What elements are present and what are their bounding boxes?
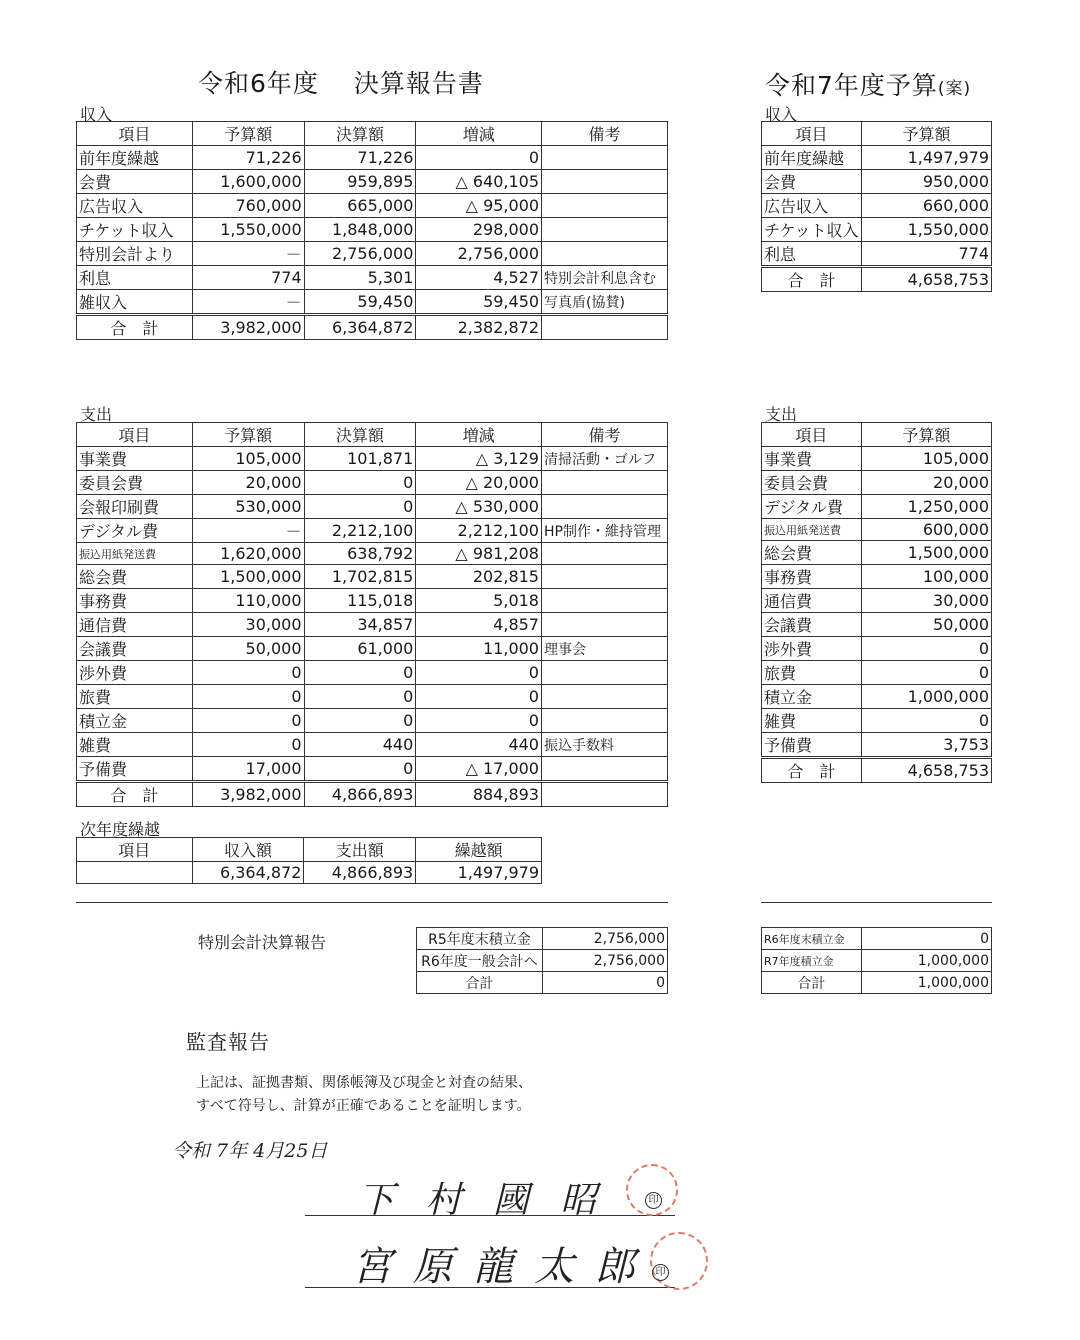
budget-expense-header-amount: 予算額	[861, 423, 991, 447]
income-row	[77, 146, 668, 170]
income-cell-budget: 3,982,000	[192, 315, 304, 340]
budget-expense-cell-amount: 0	[861, 709, 991, 733]
expense-row	[77, 613, 668, 637]
expense-cell-actual: 4,866,893	[304, 782, 416, 807]
expense-cell-diff: 0	[416, 709, 542, 733]
expense-cell-budget: 3,982,000	[192, 782, 304, 807]
budget-income-header-item: 項目	[762, 122, 862, 146]
expense-cell-budget: 105,000	[192, 447, 304, 471]
income-header-note: 備考	[542, 122, 668, 146]
audit-date: 令和 7年 4月25日	[172, 1140, 328, 1162]
expense-cell-budget: 50,000	[192, 637, 304, 661]
expense-row	[77, 757, 668, 782]
budget-income-cell-item: 利息	[762, 242, 862, 267]
expense-cell-note: HP制作・維持管理	[541, 519, 667, 543]
budget-expense-cell-item: 通信費	[762, 589, 862, 613]
budget-title-suffix: (案)	[937, 79, 972, 99]
expense-header-diff: 増減	[416, 423, 542, 447]
income-cell-item: チケット収入	[77, 218, 193, 242]
budget-income-cell-item: 前年度繰越	[762, 146, 862, 170]
expense-cell-diff: 2,212,100	[416, 519, 542, 543]
income-cell-item: 広告収入	[77, 194, 193, 218]
income-table	[76, 121, 668, 340]
budget-expense-cell-item: 予備費	[762, 733, 862, 758]
expense-table-body	[77, 423, 668, 807]
budget-income-cell-item: 合 計	[762, 267, 862, 292]
income-cell-diff: 2,382,872	[416, 315, 542, 340]
budget-expense-cell-amount: 20,000	[861, 471, 991, 495]
budget-expense-cell-item: 委員会費	[762, 471, 862, 495]
expense-header-actual: 決算額	[304, 423, 416, 447]
carry-header-expense: 支出額	[304, 838, 416, 862]
budget-income-row	[762, 242, 992, 267]
expense-cell-item: 会報印刷費	[77, 495, 193, 519]
special-left-cell-amount: 0	[542, 972, 667, 994]
income-cell-note	[542, 218, 668, 242]
expense-cell-actual: 0	[304, 757, 416, 782]
budget-expense-row	[762, 733, 992, 758]
carry-header-income: 収入額	[192, 838, 304, 862]
budget-expense-cell-amount: 600,000	[861, 519, 991, 541]
expense-cell-note	[541, 685, 667, 709]
income-cell-note	[542, 194, 668, 218]
seal-mark-2: 印	[652, 1264, 669, 1281]
income-cell-actual: 959,895	[304, 170, 416, 194]
budget-expense-header-row	[762, 423, 992, 447]
expense-table	[76, 422, 668, 807]
budget-expense-cell-amount: 105,000	[861, 447, 991, 471]
carry-row	[77, 862, 542, 884]
special-left-row	[417, 928, 668, 950]
budget-expense-cell-item: 振込用紙発送費	[762, 519, 862, 541]
income-cell-item: 合 計	[77, 315, 193, 340]
budget-income-row	[762, 146, 992, 170]
budget-income-table	[761, 121, 992, 292]
income-cell-actual: 2,756,000	[304, 242, 416, 266]
income-cell-actual: 665,000	[304, 194, 416, 218]
budget-expense-header-item: 項目	[762, 423, 862, 447]
expense-cell-budget: 1,500,000	[192, 565, 304, 589]
carry-header-row	[77, 838, 542, 862]
income-cell-budget: －	[192, 290, 304, 315]
budget-expense-cell-amount: 0	[861, 637, 991, 661]
budget-expense-row	[762, 637, 992, 661]
expense-cell-item: 雑費	[77, 733, 193, 757]
budget-expense-cell-amount: 0	[861, 661, 991, 685]
income-cell-item: 会費	[77, 170, 193, 194]
expense-cell-item: 事業費	[77, 447, 193, 471]
budget-expense-cell-item: 積立金	[762, 685, 862, 709]
expense-cell-budget: －	[192, 519, 304, 543]
budget-expense-cell-amount: 4,658,753	[861, 758, 991, 783]
expense-cell-budget: 17,000	[192, 757, 304, 782]
budget-expense-cell-amount: 1,250,000	[861, 495, 991, 519]
budget-income-cell-item: 広告収入	[762, 194, 862, 218]
income-cell-actual: 6,364,872	[304, 315, 416, 340]
expense-cell-note	[541, 565, 667, 589]
expense-cell-item: 積立金	[77, 709, 193, 733]
budget-income-row	[762, 194, 992, 218]
income-cell-diff: △ 640,105	[416, 170, 542, 194]
income-cell-item: 前年度繰越	[77, 146, 193, 170]
expense-header-note: 備考	[541, 423, 667, 447]
expense-cell-budget: 0	[192, 685, 304, 709]
budget-expense-cell-amount: 1,500,000	[861, 541, 991, 565]
income-cell-note	[542, 242, 668, 266]
income-total-row	[77, 315, 668, 340]
expense-cell-item: 予備費	[77, 757, 193, 782]
income-cell-actual: 59,450	[304, 290, 416, 315]
budget-expense-cell-item: 雑費	[762, 709, 862, 733]
budget-expense-row	[762, 541, 992, 565]
special-left-table	[416, 927, 668, 994]
budget-title-main: 令和7年度予算	[765, 71, 938, 100]
expense-cell-diff: △ 20,000	[416, 471, 542, 495]
income-header-item: 項目	[77, 122, 193, 146]
special-right-row	[762, 972, 992, 994]
expense-cell-note: 清掃活動・ゴルフ	[541, 447, 667, 471]
income-row	[77, 242, 668, 266]
budget-income-table-body	[762, 122, 992, 292]
budget-income-total-row	[762, 267, 992, 292]
expense-row	[77, 589, 668, 613]
special-right-cell-item: R7年度積立金	[762, 950, 862, 972]
income-cell-budget: －	[192, 242, 304, 266]
expense-cell-diff: 202,815	[416, 565, 542, 589]
income-cell-item: 利息	[77, 266, 193, 290]
expense-cell-budget: 0	[192, 733, 304, 757]
signature-line-2	[305, 1287, 675, 1288]
budget-title	[765, 66, 971, 102]
expense-cell-budget: 110,000	[192, 589, 304, 613]
expense-cell-note	[541, 757, 667, 782]
expense-cell-actual: 2,212,100	[304, 519, 416, 543]
special-right-cell-amount: 1,000,000	[861, 972, 991, 994]
expense-cell-note	[541, 589, 667, 613]
budget-expense-row	[762, 565, 992, 589]
expense-row	[77, 685, 668, 709]
red-seal-2	[650, 1232, 708, 1290]
budget-expense-total-row	[762, 758, 992, 783]
expense-cell-item: 委員会費	[77, 471, 193, 495]
carry-header-item: 項目	[77, 838, 193, 862]
income-cell-diff: 298,000	[416, 218, 542, 242]
expense-label: 支出	[80, 405, 113, 424]
budget-income-cell-amount: 1,550,000	[861, 218, 991, 242]
income-cell-diff: △ 95,000	[416, 194, 542, 218]
expense-cell-actual: 0	[304, 495, 416, 519]
budget-expense-table	[761, 422, 992, 783]
expense-cell-note	[541, 782, 667, 807]
expense-cell-actual: 1,702,815	[304, 565, 416, 589]
income-cell-diff: 4,527	[416, 266, 542, 290]
expense-row	[77, 471, 668, 495]
expense-cell-budget: 0	[192, 661, 304, 685]
budget-income-row	[762, 170, 992, 194]
income-cell-note: 写真盾(協賛)	[542, 290, 668, 315]
income-cell-actual: 71,226	[304, 146, 416, 170]
budget-expense-cell-amount: 3,753	[861, 733, 991, 758]
expense-cell-diff: △ 981,208	[416, 543, 542, 565]
expense-cell-diff: 440	[416, 733, 542, 757]
special-left-cell-amount: 2,756,000	[542, 928, 667, 950]
income-row	[77, 290, 668, 315]
budget-expense-row	[762, 661, 992, 685]
budget-expense-cell-amount: 100,000	[861, 565, 991, 589]
expense-cell-actual: 101,871	[304, 447, 416, 471]
income-cell-diff: 2,756,000	[416, 242, 542, 266]
special-right-row	[762, 928, 992, 950]
budget-income-row	[762, 218, 992, 242]
expense-row	[77, 637, 668, 661]
expense-header-budget: 予算額	[192, 423, 304, 447]
special-right-cell-amount: 1,000,000	[861, 950, 991, 972]
expense-cell-actual: 0	[304, 709, 416, 733]
special-right-row	[762, 950, 992, 972]
income-cell-actual: 1,848,000	[304, 218, 416, 242]
budget-expense-cell-item: 渉外費	[762, 637, 862, 661]
expense-cell-note	[541, 661, 667, 685]
budget-expense-row	[762, 471, 992, 495]
expense-cell-budget: 1,620,000	[192, 543, 304, 565]
budget-expense-row	[762, 709, 992, 733]
budget-expense-cell-item: 事業費	[762, 447, 862, 471]
income-cell-budget: 774	[192, 266, 304, 290]
budget-expense-cell-item: 総会費	[762, 541, 862, 565]
budget-income-label: 収入	[765, 105, 798, 124]
expense-cell-note	[541, 709, 667, 733]
expense-cell-note: 振込手数料	[541, 733, 667, 757]
expense-row	[77, 661, 668, 685]
special-right-body	[762, 928, 992, 994]
budget-expense-cell-amount: 1,000,000	[861, 685, 991, 709]
income-header-row	[77, 122, 668, 146]
expense-header-item: 項目	[77, 423, 193, 447]
special-right-cell-amount: 0	[861, 928, 991, 950]
income-cell-note	[542, 146, 668, 170]
budget-expense-cell-item: 事務費	[762, 565, 862, 589]
expense-cell-diff: 5,018	[416, 589, 542, 613]
special-left-cell-item: 合計	[417, 972, 543, 994]
budget-income-cell-amount: 4,658,753	[861, 267, 991, 292]
income-label: 収入	[80, 105, 113, 124]
budget-income-cell-amount: 950,000	[861, 170, 991, 194]
budget-expense-cell-item: 合 計	[762, 758, 862, 783]
expense-cell-item: 総会費	[77, 565, 193, 589]
income-cell-budget: 71,226	[192, 146, 304, 170]
income-cell-note	[542, 315, 668, 340]
carry-amount: 1,497,979	[416, 862, 542, 884]
income-table-body	[77, 122, 668, 340]
special-label: 特別会計決算報告	[198, 933, 327, 952]
expense-cell-actual: 0	[304, 661, 416, 685]
expense-cell-item: 振込用紙発送費	[77, 543, 193, 565]
budget-income-header-row	[762, 122, 992, 146]
audit-line-2: すべて符号し、計算が正確であることを証明します。	[196, 1098, 531, 1114]
expense-row	[77, 495, 668, 519]
signature-2: 宮 原 龍 太 郎	[352, 1244, 639, 1290]
budget-expense-label: 支出	[765, 405, 798, 424]
special-right-cell-item: R6年度末積立金	[762, 928, 862, 950]
expense-row	[77, 709, 668, 733]
income-row	[77, 194, 668, 218]
special-left-row	[417, 950, 668, 972]
expense-cell-item: 合 計	[77, 782, 193, 807]
budget-expense-row	[762, 447, 992, 471]
budget-income-cell-amount: 1,497,979	[861, 146, 991, 170]
expense-cell-budget: 530,000	[192, 495, 304, 519]
budget-income-cell-amount: 774	[861, 242, 991, 267]
income-cell-budget: 760,000	[192, 194, 304, 218]
budget-underline	[761, 902, 992, 903]
budget-expense-cell-amount: 30,000	[861, 589, 991, 613]
income-cell-item: 雑収入	[77, 290, 193, 315]
income-row	[77, 218, 668, 242]
special-left-cell-item: R5年度末積立金	[417, 928, 543, 950]
expense-cell-diff: 11,000	[416, 637, 542, 661]
audit-line-1: 上記は、証拠書類、関係帳簿及び現金と対査の結果、	[196, 1075, 532, 1091]
special-right-cell-item: 合計	[762, 972, 862, 994]
seal-mark-1: 印	[645, 1192, 662, 1209]
budget-expense-cell-item: 会議費	[762, 613, 862, 637]
expense-cell-diff: △ 3,129	[416, 447, 542, 471]
expense-cell-note	[541, 613, 667, 637]
audit-title: 監査報告	[186, 1030, 270, 1054]
expense-cell-item: 会議費	[77, 637, 193, 661]
expense-cell-actual: 0	[304, 471, 416, 495]
expense-cell-note	[541, 543, 667, 565]
budget-income-cell-amount: 660,000	[861, 194, 991, 218]
expense-cell-note	[541, 495, 667, 519]
budget-expense-cell-amount: 50,000	[861, 613, 991, 637]
expense-cell-item: 渉外費	[77, 661, 193, 685]
income-header-diff: 増減	[416, 122, 542, 146]
expense-cell-actual: 440	[304, 733, 416, 757]
special-left-cell-item: R6年度一般会計へ	[417, 950, 543, 972]
expense-row	[77, 565, 668, 589]
expense-header-row	[77, 423, 668, 447]
income-header-budget: 予算額	[192, 122, 304, 146]
expense-cell-diff: △ 530,000	[416, 495, 542, 519]
expense-cell-budget: 20,000	[192, 471, 304, 495]
expense-cell-actual: 638,792	[304, 543, 416, 565]
carry-label: 次年度繰越	[80, 820, 161, 839]
budget-expense-row	[762, 589, 992, 613]
income-header-actual: 決算額	[304, 122, 416, 146]
expense-cell-actual: 34,857	[304, 613, 416, 637]
special-left-row	[417, 972, 668, 994]
income-cell-note: 特別会計利息含む	[542, 266, 668, 290]
income-cell-diff: 0	[416, 146, 542, 170]
carry-header-carry: 繰越額	[416, 838, 542, 862]
expense-cell-actual: 0	[304, 685, 416, 709]
income-cell-budget: 1,600,000	[192, 170, 304, 194]
special-right-table	[761, 927, 992, 994]
expense-cell-item: 通信費	[77, 613, 193, 637]
budget-income-cell-item: チケット収入	[762, 218, 862, 242]
budget-expense-table-body	[762, 423, 992, 783]
income-cell-item: 特別会計より	[77, 242, 193, 266]
expense-cell-item: 事務費	[77, 589, 193, 613]
budget-expense-cell-item: デジタル費	[762, 495, 862, 519]
budget-expense-row	[762, 685, 992, 709]
carry-expense: 4,866,893	[304, 862, 416, 884]
income-row	[77, 170, 668, 194]
carry-underline	[76, 902, 668, 903]
expense-cell-budget: 0	[192, 709, 304, 733]
signature-1: 下 村 國 昭	[358, 1180, 607, 1221]
income-cell-actual: 5,301	[304, 266, 416, 290]
expense-row	[77, 543, 668, 565]
budget-income-cell-item: 会費	[762, 170, 862, 194]
expense-cell-diff: 884,893	[416, 782, 542, 807]
signature-line-1	[305, 1215, 675, 1216]
budget-income-header-amount: 予算額	[861, 122, 991, 146]
expense-row	[77, 733, 668, 757]
expense-cell-actual: 115,018	[304, 589, 416, 613]
budget-expense-cell-item: 旅費	[762, 661, 862, 685]
income-cell-budget: 1,550,000	[192, 218, 304, 242]
special-left-body	[417, 928, 668, 994]
expense-cell-diff: 4,857	[416, 613, 542, 637]
expense-cell-note: 理事会	[541, 637, 667, 661]
expense-total-row	[77, 782, 668, 807]
expense-row	[77, 447, 668, 471]
income-cell-note	[542, 170, 668, 194]
expense-cell-diff: 0	[416, 685, 542, 709]
expense-cell-budget: 30,000	[192, 613, 304, 637]
settlement-title: 令和6年度 決算報告書	[198, 69, 484, 98]
carry-item	[77, 862, 193, 884]
expense-cell-diff: △ 17,000	[416, 757, 542, 782]
carry-table	[76, 837, 542, 884]
expense-cell-diff: 0	[416, 661, 542, 685]
budget-expense-row	[762, 613, 992, 637]
expense-cell-item: 旅費	[77, 685, 193, 709]
special-left-cell-amount: 2,756,000	[542, 950, 667, 972]
income-cell-diff: 59,450	[416, 290, 542, 315]
budget-expense-row	[762, 519, 992, 541]
expense-row	[77, 519, 668, 543]
income-row	[77, 266, 668, 290]
budget-expense-row	[762, 495, 992, 519]
carry-income: 6,364,872	[192, 862, 304, 884]
expense-cell-item: デジタル費	[77, 519, 193, 543]
expense-cell-actual: 61,000	[304, 637, 416, 661]
expense-cell-note	[541, 471, 667, 495]
